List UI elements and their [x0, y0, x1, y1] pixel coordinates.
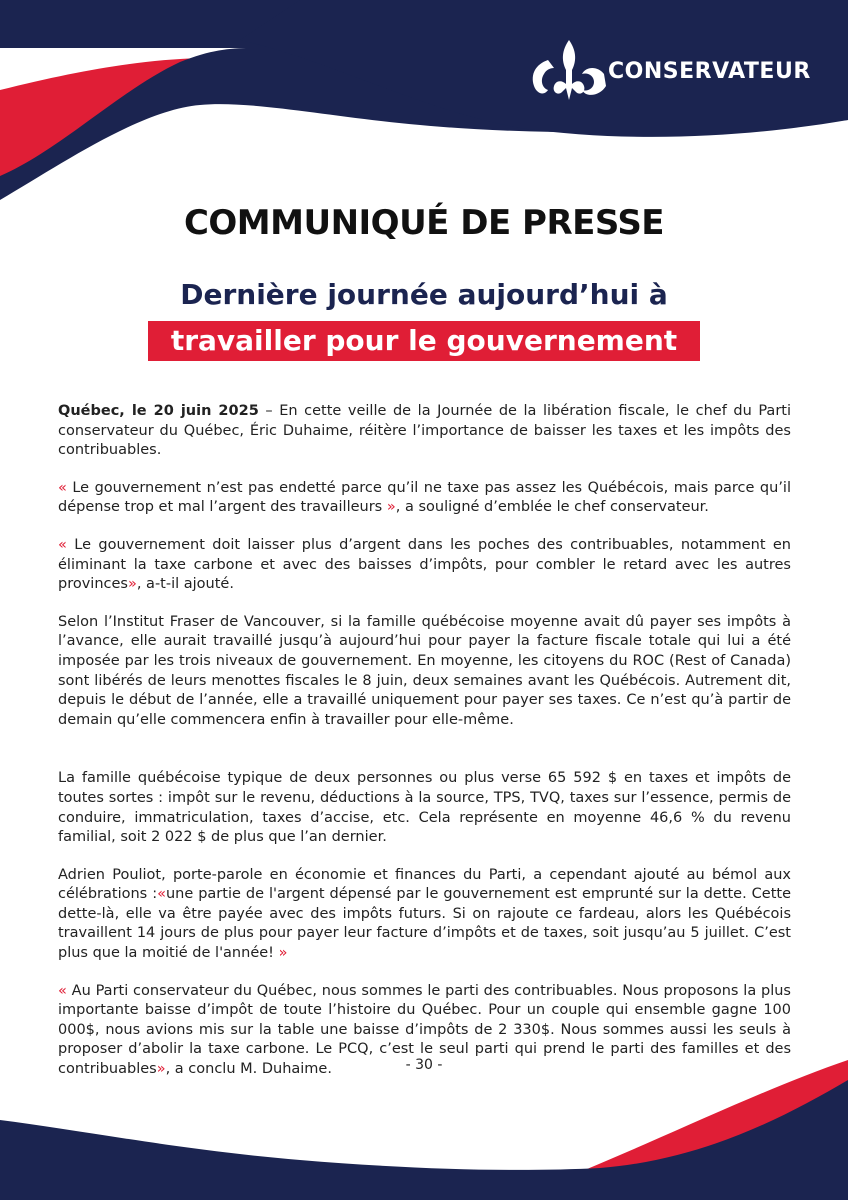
attribution-text: , a-t-il ajouté.: [136, 576, 234, 593]
brand-logo: [528, 36, 811, 106]
headline-line-1: Dernière journée aujourd’hui à: [180, 278, 668, 311]
press-release-body: [58, 402, 791, 1098]
brand-name: CONSERVATEUR: [608, 58, 811, 84]
quote-text: Le gouvernement n’est pas endetté parce qu’il ne taxe pas assez les Québécois, mais parce qu’il dépense trop et mal l’argent des travailleurs: [58, 479, 791, 516]
paragraph-6: [58, 866, 791, 964]
open-quote: «: [58, 982, 67, 999]
open-quote: «: [157, 886, 166, 903]
headline-highlight: travailler pour le gouvernement: [148, 321, 700, 361]
quote-text: une partie de l'argent dépensé par le gouvernement est emprunté sur la dette. Cette dette-là, elle va être payée avec des impôts futurs. Si on rajoute ce fardeau, alors les Québécois travaillent 14 jours de plus pour payer leur facture d’impôts et de taxes, soit jusqu’au 5 juillet. C’est plus que la moitié de l'année!: [58, 886, 791, 962]
attribution-text: , a souligné d’emblée le chef conservateur.: [395, 499, 709, 516]
close-quote: »: [156, 1061, 166, 1078]
quote-text: Au Parti conservateur du Québec, nous sommes le parti des contribuables. Nous proposons la plus importante baisse d’impôt de toute l’histoire du Québec. Pour un couple qui ensemble gagne 100 000$, nous avions mis sur la table une baisse d’impôts de 2 330$. Nous sommes aussi les seuls à proposer d’abolir la taxe carbone. Le PCQ, c’est le seul parti qui prend le parti des familles et des contribuables: [58, 982, 791, 1078]
paragraph-6-text: Adrien Pouliot, porte-parole en économie et finances du Parti, a cependant ajouté au bémol aux célébrations :: [58, 866, 791, 903]
end-marker: - 30 -: [405, 1057, 443, 1073]
open-quote: «: [58, 479, 67, 496]
paragraph-4: Selon l’Institut Fraser de Vancouver, si la famille québécoise moyenne avait dû payer ses impôts à l’avance, elle aurait travaillé jusqu’à aujourd’hui pour payer la facture fiscale totale qui lui a été imposée par les trois niveaux de gouvernement. En moyenne, les citoyens du ROC (Rest of Canada) sont libérés de leurs menottes fiscales le 8 juin, deux semaines avant les Québécois. Autrement dit, depuis le début de l’année, elle a travaillé uniquement pour payer ses taxes. Ce n’est qu’à partir de demain qu’elle commencera enfin à travailler pour elle-même.: [58, 613, 791, 728]
open-quote: «: [58, 536, 67, 553]
fleur-de-lys-c-logo-icon: [528, 36, 610, 106]
attribution-text: , a conclu M. Duhaime.: [165, 1061, 332, 1078]
paragraph-1: [58, 402, 791, 461]
page-title: COMMUNIQUÉ DE PRESSE: [183, 203, 665, 243]
paragraph-2: [58, 479, 791, 518]
close-quote: »: [127, 576, 137, 593]
close-quote: »: [278, 945, 288, 962]
paragraph-5: La famille québécoise typique de deux personnes ou plus verse 65 592 $ en taxes et impôts de toutes sortes : impôt sur le revenu, déductions à la source, TPS, TVQ, taxes sur l’essence, permis de conduire, immatriculation, taxes d’accise, etc. Cela représente en moyenne 46,6 % du revenu familial, soit 2 022 $ de plus que l’an dernier.: [58, 770, 791, 846]
close-quote: »: [386, 499, 396, 516]
quote-text: Le gouvernement doit laisser plus d’argent dans les poches des contribuables, notamment en éliminant la taxe carbone et avec des baisses d’impôts, pour combler le retard avec les autres provinces: [58, 536, 791, 593]
paragraph-3: [58, 536, 791, 595]
dateline: Québec, le 20 juin 2025: [58, 403, 259, 419]
paragraph-1-text: – En cette veille de la Journée de la libération fiscale, le chef du Parti conservateur du Québec, Éric Duhaime, réitère l’importance de baisser les taxes et les impôts des contribuables.: [58, 403, 791, 459]
